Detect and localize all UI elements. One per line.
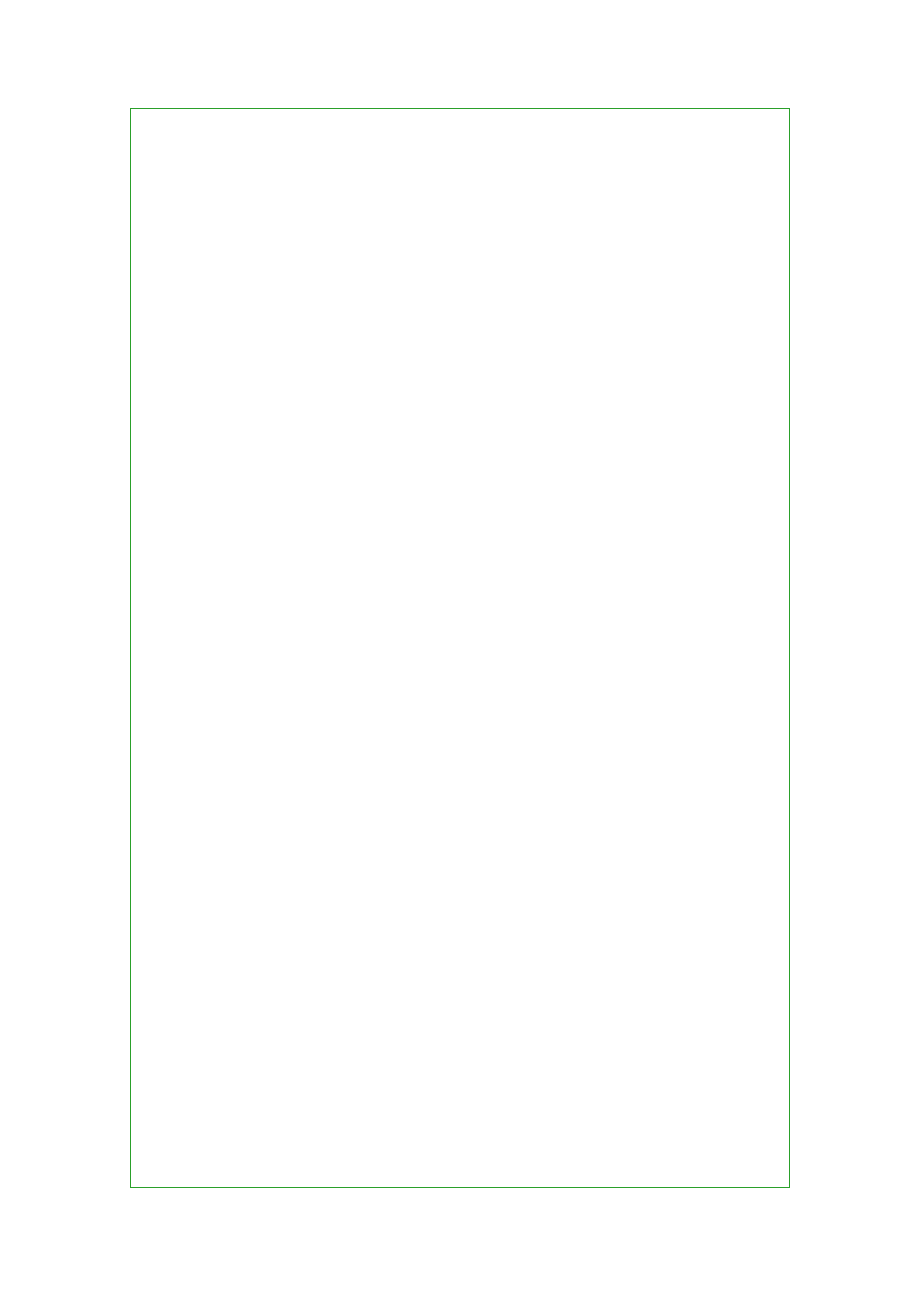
page-grid-frame (130, 108, 790, 1188)
